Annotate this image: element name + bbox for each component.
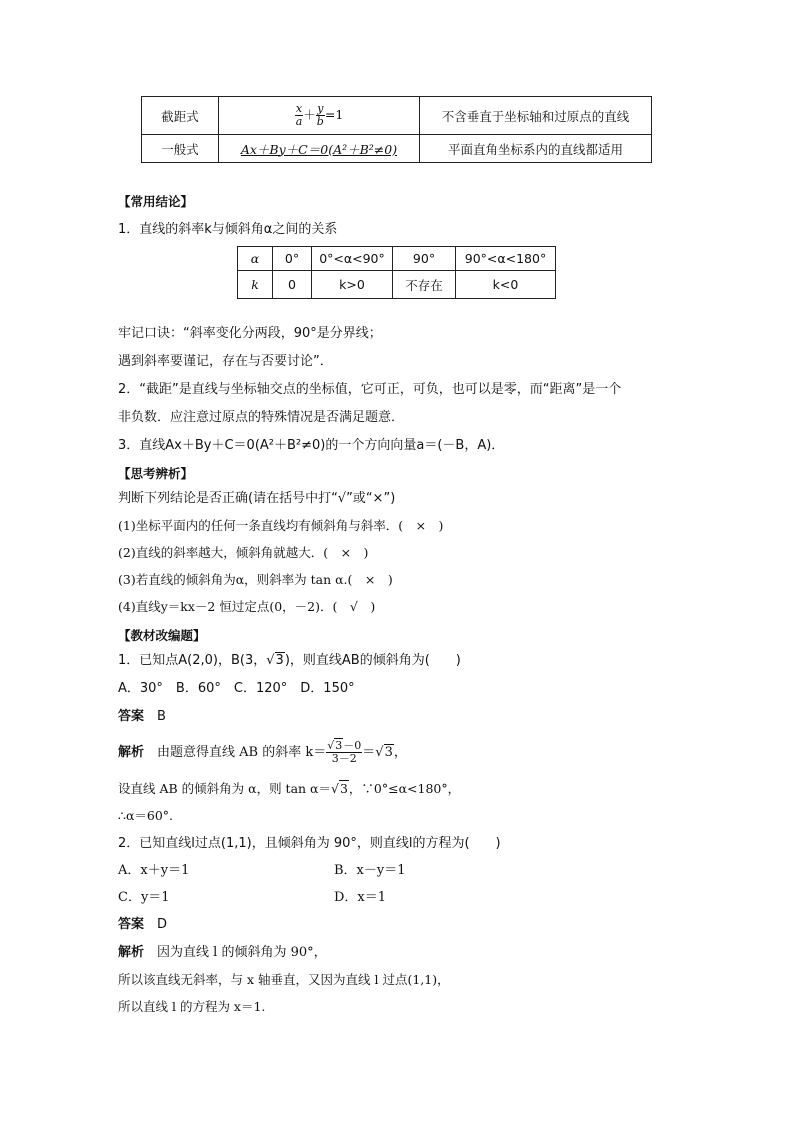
question-2-analysis-1: 解析 因为直线 l 的倾斜角为 90°， <box>118 945 327 960</box>
think-item: (3)若直线的倾斜角为α，则斜率为 tan α.( × ) <box>118 572 393 587</box>
cell-general-formula: Ax＋By＋C＝0(A²＋B²≠0) <box>219 135 420 163</box>
question-1-analysis-1: 解析 由题意得直线 AB 的斜率 k＝ $\frac{√3-0}{3-2}$ ＝√3， <box>118 739 407 765</box>
question-2-option-a: A．x＋y＝1 <box>118 863 190 878</box>
slope-table-cell: k <box>238 271 273 299</box>
slope-table-head: 90° <box>393 247 456 271</box>
slope-table-head: 0°<α<90° <box>312 247 393 271</box>
question-2-stem: 2．已知直线l过点(1,1)，且倾斜角为 90°，则直线l的方程为( ) <box>118 836 501 851</box>
question-1-analysis-2: 设直线 AB 的倾斜角为 α，则 tan α＝√3，∵0°≤α<180°， <box>118 781 461 796</box>
slope-table-head: 90°<α<180° <box>456 247 556 271</box>
think-item: (4)直线y＝kx－2 恒过定点(0，－2)．( √ ) <box>118 599 376 614</box>
cell-general-note: 平面直角坐标系内的直线都适用 <box>420 135 652 163</box>
cell-intercept-form: 截距式 <box>142 97 219 135</box>
slope-table-cell: 不存在 <box>393 271 456 299</box>
question-2-option-d: D．x＝1 <box>334 890 387 905</box>
conclusion-2-line-2: 非负数．应注意过原点的特殊情况是否满足题意． <box>118 410 405 425</box>
conclusion-1: 1．直线的斜率k与倾斜角α之间的关系 <box>118 222 338 237</box>
slope-table-cell: 0 <box>273 271 312 299</box>
question-2-analysis-3: 所以直线 l 的方程为 x＝1. <box>118 999 266 1014</box>
slope-table-head: α <box>238 247 273 271</box>
mnemonic-line-1: 牢记口诀：“斜率变化分两段，90°是分界线； <box>118 326 382 341</box>
mnemonic-line-2: 遇到斜率要谨记，存在与否要讨论”． <box>118 354 333 369</box>
section-heading-textbook: 【教材改编题】 <box>118 628 206 643</box>
conclusion-3: 3．直线Ax＋By＋C＝0(A²＋B²≠0)的一个方向向量a＝(－B，A)． <box>118 438 505 453</box>
cell-intercept-note: 不含垂直于坐标轴和过原点的直线 <box>420 97 652 135</box>
question-1-analysis-3: ∴α＝60°. <box>118 808 174 823</box>
slope-angle-table <box>237 246 556 299</box>
think-item: (1)坐标平面内的任何一条直线均有倾斜角与斜率．( × ) <box>118 518 444 533</box>
slope-table-head: 0° <box>273 247 312 271</box>
question-2-analysis-2: 所以该直线无斜率，与 x 轴垂直，又因为直线 l 过点(1,1)， <box>118 972 450 987</box>
question-2-answer: 答案 D <box>118 917 168 932</box>
section-heading-conclusions: 【常用结论】 <box>118 194 194 209</box>
cell-intercept-formula: $\frac{x}{a}$ ＋ $\frac{y}{b}$ =1 <box>219 97 420 135</box>
slope-table-cell: k<0 <box>456 271 556 299</box>
question-1-stem: 1．已知点A(2,0)，B(3，√3)，则直线AB的倾斜角为( ) <box>118 653 461 668</box>
think-intro: 判断下列结论是否正确(请在括号中打“√”或“×”) <box>118 491 396 506</box>
question-1-options: A．30° B．60° C．120° D．150° <box>118 681 355 696</box>
slope-table-cell: k>0 <box>312 271 393 299</box>
question-2-option-c: C．y＝1 <box>118 890 170 905</box>
think-item: (2)直线的斜率越大，倾斜角就越大．( × ) <box>118 545 369 560</box>
cell-general-form: 一般式 <box>142 135 219 163</box>
line-equation-table <box>141 96 652 163</box>
question-1-answer: 答案 B <box>118 709 166 724</box>
sqrt-symbol: √ <box>266 653 275 668</box>
section-heading-think: 【思考辨析】 <box>118 466 194 481</box>
question-2-option-b: B．x－y＝1 <box>334 863 406 878</box>
conclusion-2-line-1: 2．“截距”是直线与坐标轴交点的坐标值，它可正，可负，也可以是零，而“距离”是一个 <box>118 382 622 397</box>
